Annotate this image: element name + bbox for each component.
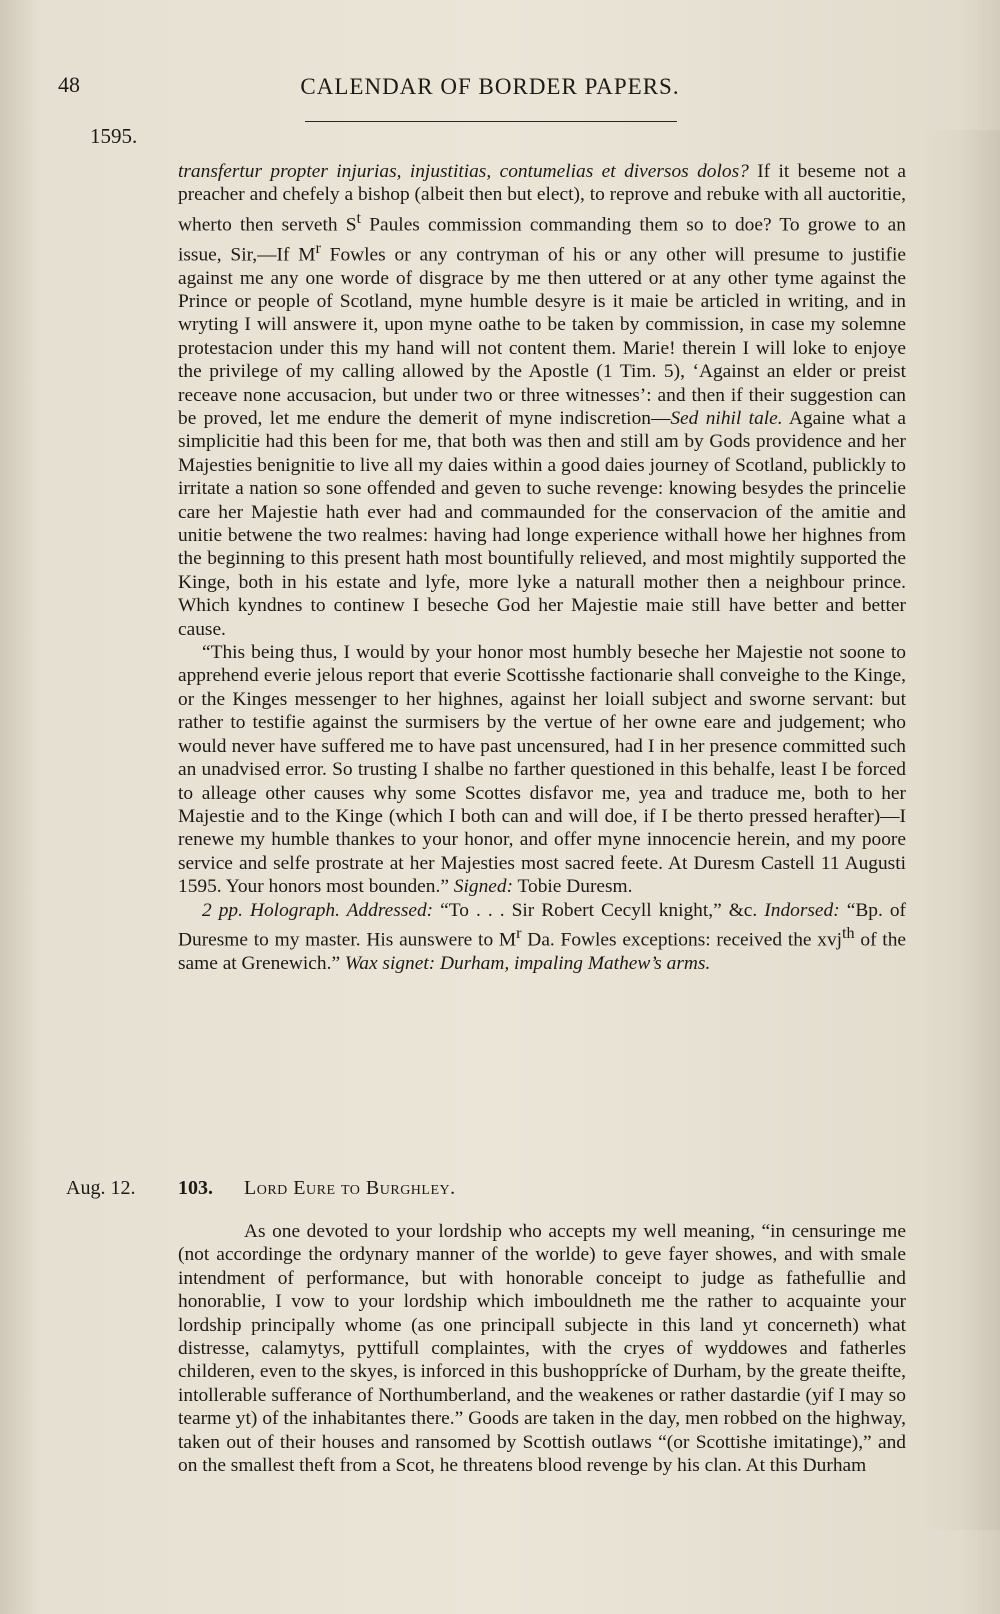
desc-italic: 2 pp. Holograph. Addressed: <box>202 899 434 921</box>
entry-title: Lord Eure to Burghley. <box>244 1177 456 1199</box>
entry-body <box>178 1220 906 1477</box>
running-title: CALENDAR OF BORDER PAPERS. <box>300 74 680 99</box>
text-run: Againe what a simplicitie had this been for me, that both was then and still am by Gods providence and her Majesties benignitie to live all my daies within a good daies journey of Scotland, publickly to irritate a nation so sone offended and geven to suche revenge: knowing besydes the princelie care her Majestie hath ever had and commaunded for the conservacion of the amitie and unitie betwene the two realmes: having had longe experience withall howe her highnes from the beginning to this present hath most bountifully relieved, and most mightily supported the Kinge, both in his estate and lyfe, more lyke a naturall mother then a neighbour prince. Which kyndnes to continew I beseche God her Majestie maie still have better and better cause. <box>178 408 906 640</box>
superscript: th <box>842 924 855 942</box>
latin-phrase: Sed nihil tale. <box>670 408 783 429</box>
text-run: Paules commission commanding them so to doe? To growe to an issue, Sir,—If M <box>178 214 906 266</box>
entry-paragraph: As one devoted to your lordship who accepts my well meaning, “in censuringe me (not accordinge the ordynary manner of the worlde) to geve fayer showes, and with smale intendment of performance, but with honorable conceipt to judge as fathefullie and honorablie, I vow to your lordship which imbouldneth me the rather to acquainte your lordship principally whome (as one principall subjecte in this land yt concerneth) what distresse, calamytys, pyttifull complaintes, with the cryes of wyddowes and fatherles childeren, even to the skyes, is inforced in this bushopprícke of Durham, by the greate theifte, intollerable sufferance of Northumberland, and the weakenes or rather dastardie (yif I may so tearme yt) of the inhabitantes there.” Goods are taken in the day, men robbed on the highway, taken out of their houses and ransomed by Scottish outlaws “(or Scottishe imitatinge),” and on the smallest theft from a Scot, he threatens blood revenge by his clan. At this Durham <box>178 1221 906 1477</box>
document-description <box>178 899 906 976</box>
text-run: “To . . . Sir Robert Cecyll knight,” &c. <box>433 899 765 921</box>
desc-italic: Indorsed: <box>764 899 840 921</box>
signature-name: Tobie Duresm. <box>513 876 633 898</box>
latin-phrase: transfertur propter injurias, injustitias, contumelias et diversos dolos? <box>178 161 749 182</box>
text-run: If it beseme not a preacher and chefely a bishop (albeit then but elect), to reprove and rebuke with all auctoritie, wherto then serveth S <box>178 161 906 236</box>
facing-page-shadow <box>920 130 1000 1530</box>
paragraph-1 <box>178 160 906 641</box>
header-rule <box>305 121 677 122</box>
superscript: t <box>356 209 362 227</box>
text-run: of the same at Grenewich.” <box>178 929 906 974</box>
paragraph-2 <box>178 641 906 898</box>
text-run: “This being thus, I would by your honor most humbly beseche her Majestie not soone to apprehend everie jelous report that everie Scottisshe factionarie shall conveighe to the Kinge, or the Kinges messenger to her highnes, against her loiall subject and sworne servant: but rather to testifie against the surmisers by the vertue of her owne eare and judgement; who would never have suffered me to have past uncensured, had I in her presence committed such an unadvised error. So trusting I shalbe no farther questioned in this behalfe, least I be forced to alleage other causes why some Scottes disfavor me, yea and traduce me, both to her Majestie and to the Kinge (which I both can and will doe, if I be therto pressed herafter)—I renewe my humble thankes to your honor, and offer myne innocencie herein, and my poore service and selfe prostrate at her Majesties most sacred feete. At Duresm Castell 11 Augusti 1595. Your honors most bounden.” <box>178 642 906 898</box>
entry-number: 103. <box>178 1177 213 1199</box>
text-run: Fowles or any contryman of his or any other will presume to justifie against me any one worde of disgrace by me then uttered or at any other tyme against the Prince or people of Scotland, myne humble desyre is it maie be articled in writing, and in wryting I will answere it, upon myne oathe to be taken by commission, in case my solemne protestacion under this my hand will not content them. Marie! therein I will loke to enjoye the privilege of my calling allowed by the Apostle (1 Tim. 5), ‘Against an elder or preist receave none accusacion, but under two or three witnesses’: and then if their suggestion can be proved, let me endure the demerit of myne indiscretion— <box>178 244 906 429</box>
letter-continued <box>178 160 906 975</box>
superscript: r <box>315 239 321 257</box>
signed-label: Signed: <box>453 876 514 898</box>
superscript: r <box>516 924 522 942</box>
entry-date: Aug. 12. <box>66 1177 136 1199</box>
text-run: “Bp. of Duresme to my master. His aunswere to M <box>178 899 906 951</box>
text-run: Da. Fowles exceptions: received the xvj <box>521 929 843 951</box>
page-number: 48 <box>58 72 80 97</box>
margin-year: 1595. <box>90 124 138 148</box>
desc-italic: Wax signet: Durham, impaling Mathew’s arms. <box>344 952 711 974</box>
